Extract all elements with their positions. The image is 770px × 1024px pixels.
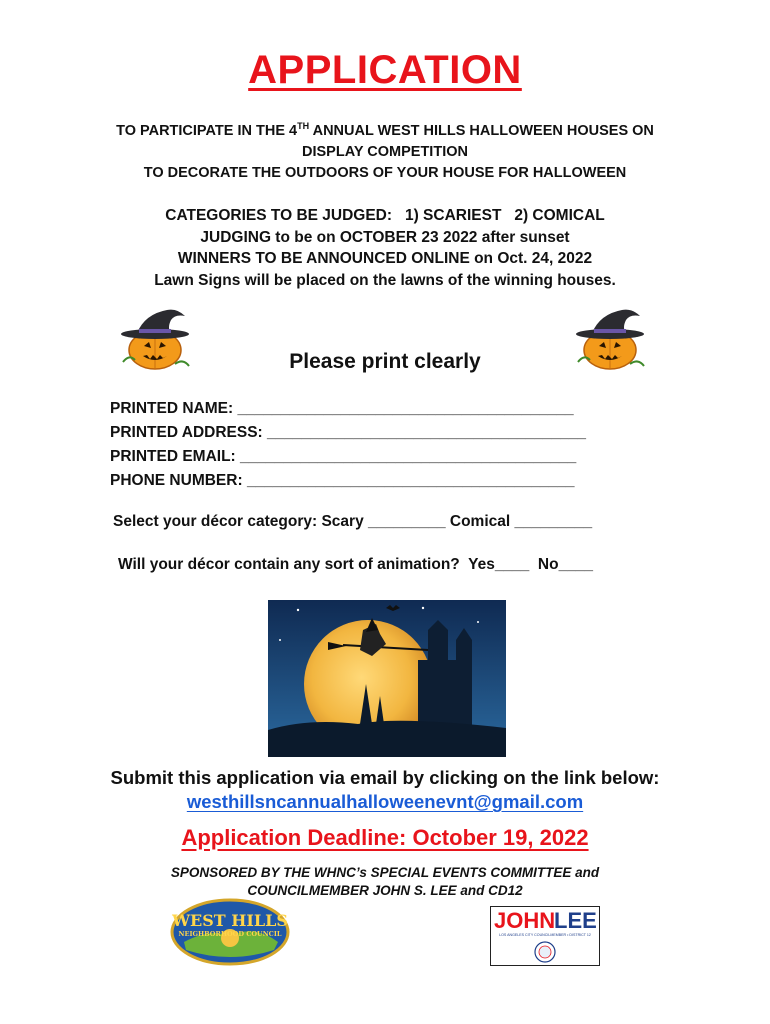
- application-deadline: Application Deadline: October 19, 2022: [181, 825, 589, 850]
- page-title: APPLICATION: [248, 48, 522, 92]
- whnc-logo-subtitle: NEIGHBORHOOD COUNCIL: [178, 930, 282, 938]
- svg-text:LEE: LEE: [554, 908, 597, 933]
- field-blank: _______________________________________: [240, 448, 577, 465]
- phone-number-field[interactable]: [110, 469, 710, 493]
- email-link[interactable]: westhillsncannualhalloweenevnt@gmail.com: [186, 791, 584, 812]
- winners-line: WINNERS TO BE ANNOUNCED ONLINE on Oct. 24, 2022: [177, 250, 593, 267]
- intro-line-1-prefix: TO PARTICIPATE IN THE 4: [116, 123, 298, 139]
- field-label: PRINTED NAME:: [110, 400, 234, 417]
- printed-email-field[interactable]: [110, 445, 710, 469]
- submit-instructions: Submit this application via email by clicking on the link below:: [110, 767, 660, 788]
- animation-question-field[interactable]: Will your décor contain any sort of animation? Yes____ No____: [118, 556, 594, 573]
- svg-text:JOHN: JOHN: [494, 908, 556, 933]
- field-blank: ______________________________________: [246, 472, 575, 489]
- field-label: PHONE NUMBER:: [110, 472, 243, 489]
- form-heading: Please print clearly: [289, 350, 481, 373]
- john-lee-councilmember-logo: [490, 906, 600, 966]
- field-blank: _____________________________________: [267, 424, 586, 441]
- sponsor-text: [100, 864, 670, 900]
- lawn-signs-line: Lawn Signs will be placed on the lawns of the winning houses.: [154, 271, 616, 289]
- svg-text:LOS ANGELES CITY COUNCILMEMBER: LOS ANGELES CITY COUNCILMEMBER • DISTRICT 12: [499, 933, 591, 937]
- intro-text: [30, 121, 740, 184]
- printed-name-field[interactable]: [110, 397, 710, 421]
- ordinal-superscript: TH: [297, 121, 310, 132]
- categories-line: CATEGORIES TO BE JUDGED: 1) SCARIEST 2) COMICAL: [165, 207, 605, 224]
- whnc-logo-title: WEST HILLS: [172, 911, 288, 930]
- intro-line-1-suffix: ANNUAL WEST HILLS HALLOWEEN HOUSES ON: [309, 123, 654, 139]
- intro-line-1: [30, 121, 740, 142]
- contest-details: [60, 205, 710, 291]
- intro-line-2: DISPLAY COMPETITION: [302, 144, 468, 160]
- sponsor-line-1: SPONSORED BY THE WHNC’s SPECIAL EVENTS COMMITTEE and: [170, 865, 600, 880]
- field-blank: _______________________________________: [237, 400, 574, 417]
- contact-fields: [110, 397, 710, 493]
- west-hills-neighborhood-council-logo: [170, 898, 290, 966]
- intro-line-3: TO DECORATE THE OUTDOORS OF YOUR HOUSE FOR HALLOWEEN: [143, 165, 627, 181]
- decor-category-field[interactable]: Select your décor category: Scary _________ Comical _________: [113, 513, 593, 530]
- field-label: PRINTED ADDRESS:: [110, 424, 263, 441]
- field-label: PRINTED EMAIL:: [110, 448, 236, 465]
- printed-address-field[interactable]: [110, 421, 710, 445]
- judging-line: JUDGING to be on OCTOBER 23 2022 after sunset: [200, 228, 570, 246]
- sponsor-line-2: COUNCILMEMBER JOHN S. LEE and CD12: [247, 883, 523, 898]
- witch-moon-night-image: [268, 600, 506, 757]
